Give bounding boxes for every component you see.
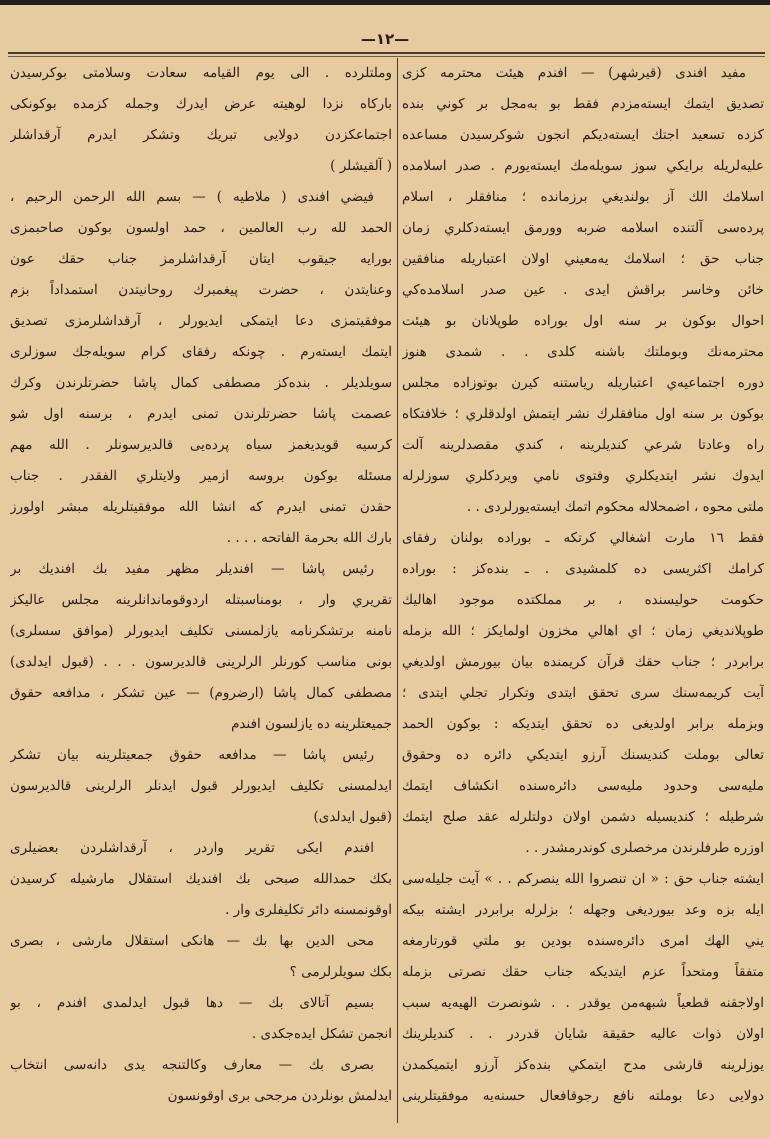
text-line: شرطيله ؛ كنديسيله دشمن اولان دولتلرله عقد صلح ايتمك — [402, 809, 764, 825]
text-line: بكك حمدالله صبحى بك افنديك استقلال مارشيله كرسيدن — [10, 871, 392, 887]
text-line: خائن وخاسر براقش ايدى . عين صدر اسلامده‌كي — [402, 282, 764, 298]
text-line: تصديق ايتمك ايسته‌مزدم فقط بو به‌مجل بر كوني بنده‌ — [402, 96, 764, 112]
header-rule — [8, 52, 765, 54]
text-line: افندم ايكى تقرير واردر ، آرقداشلردن بعضيلرى — [10, 840, 374, 856]
text-line: بارك الله بحرمة الفاتحه . . . . — [226, 530, 392, 546]
text-line: كرامك اكثريسى ده كلمشيدى . ـ بنده‌كز : بوراده — [402, 561, 764, 577]
text-line: اوقونمسنه دائر تكليفلرى وار . — [225, 902, 392, 918]
text-line: جناب حق ؛ اسلامك يه‌معيني اولان اعتباريله منافقين — [402, 251, 764, 267]
text-line: محى الدين بها بك — هانكى استقلال مارشى ، بصرى — [10, 933, 374, 949]
text-line: وبزمله برابر اولديغى ده تحقق ايتديكه : بوكون الحمد — [402, 716, 764, 732]
text-line: دوره اجتماعيه‌ي اعتباريله رياستنه كيرن بوتوزاده مجلس — [402, 375, 764, 391]
text-line: يني الهك امرى دائره‌سنده بودين بو ملتي قورتارمغه — [402, 933, 764, 949]
text-line: موفقيتمزى دعا ايتمكى ايديورلر ، آرقداشلرمزى تصديق — [10, 313, 392, 329]
text-line: ( آلقيشلر ) — [330, 158, 392, 174]
text-line: ملتى محوه ، اضمحلاله محكوم اتمك ايسته‌يورلردى . . — [466, 499, 764, 515]
text-line: اولاجقنه قطعياً شبهه‌من يوقدر . . شونصرت الهيه‌يه سبب — [402, 995, 764, 1011]
column-divider — [397, 58, 398, 1123]
text-line: مصطفى كمال پاشا (ارضروم) — عين تشكر ، مدافعه حقوق — [10, 685, 392, 701]
text-line: يوزلرينه قارشى مدح ايتمكي بنده‌كز آرزو ايتميكمدن — [402, 1057, 764, 1073]
text-line: مفيد افندى (قيرشهر) — افندم هيئت محترمه كزى — [402, 65, 746, 81]
text-line: راه وعادتا شرعي كنديلرينه ، كندي مقصدلرينه آلت — [402, 437, 764, 453]
text-line: كزده تسعيد اجتك ايسته‌ديكم انجون شوكرسيدن مساعده‌ — [402, 127, 764, 143]
top-border — [0, 0, 770, 5]
page-number: —١٢— — [360, 30, 410, 48]
text-line: دولايى دعا بوملته نافع رجوقافعال حسنه‌يه موفقيتلرينى — [402, 1088, 764, 1104]
text-line: باركاه نزدا لوهيته عرض ايدرك وجمله كزمده بوكونكى — [10, 96, 392, 112]
text-line: بسيم آتالاى بك — دها قبول ايدلمدى افندم ، بو — [10, 995, 374, 1011]
left-column — [10, 58, 392, 1112]
text-line: رئيس پاشا — مدافعه حقوق جمعيتلرينه بيان تشكر — [10, 747, 374, 763]
text-line: ايشته جناب حق : « ان تنصروا الله ينصركم . . » آيت جليله‌سى — [402, 871, 764, 887]
text-line: كرسيه قويديغمز سياه پرده‌يى قالديرسونلر . الله مهم — [10, 437, 392, 453]
text-line: متفقاً ومتحداً عزم ايتديكه جناب حقك نصرتى بزمله — [402, 964, 764, 980]
text-line: ايدلمش بونلردن مرجحى برى اوقونسون — [167, 1088, 392, 1104]
text-line: ايله بزه وعد بيورديغى وجهله ؛ بزلرله برابردر ايشته بيكه — [402, 902, 764, 918]
text-line: حقدن تمنى ايدرم كه انشا الله موفقيتلريله مبشر اولورز — [10, 499, 392, 515]
text-line: بصرى بك — معارف وكالتنجه يدى دانه‌سى انتخاب — [10, 1057, 374, 1073]
text-line: آيت كريمه‌سنك سرى تحقق ايتدى وتكرار تجلي ايتدى ؛ — [402, 685, 764, 701]
text-line: بكك سويلرلرمى ؟ — [289, 964, 392, 980]
text-line: اولان ذوات عاليه حقيقة شايان قدردر . . كنديلرينك — [402, 1026, 764, 1042]
text-line: پرده‌سى آلتنده اسلامه ضربه وورمق ايسته‌دكلري زمان — [402, 220, 764, 236]
text-line: اسلامك الك آز بولنديغي برزمانده ؛ منافقلر ، اسلام — [402, 189, 764, 205]
text-line: بورايه جيقوب ايتان آرقداشلرمز جناب حقك عون — [10, 251, 392, 267]
text-line: اوزره طرفلرندن مرخصلرى كوندرمشدر . . — [525, 840, 764, 856]
text-line: سويلديلر . بنده‌كز مصطفى كمال پاشا حضرتلرندن وكرك — [10, 375, 392, 391]
text-line: طوپلانديغي زمان ؛ اي اهالي مخزون اولمايكز ؛ الله بزمله — [402, 623, 764, 639]
text-line: رئيس پاشا — افنديلر مظهر مفيد بك افنديك بر — [10, 561, 374, 577]
text-line: اجتماعكزدن دولايى تبريك وتشكر ايدرم آرقداشلر — [10, 127, 392, 143]
text-line: احوال بوكون بر سنه اول بوراده طوپلانان بو هيئت — [402, 313, 764, 329]
text-line: انجمن تشكل ايده‌جكدى . — [251, 1026, 392, 1042]
text-line: بونى مناسب كورنلر الرلرينى قالديرسون . . . (قبول ايدلدى) — [10, 654, 392, 670]
text-line: محترمه‌نك وبوملتك باشنه كلدى . . شمدى هنوز — [402, 344, 764, 360]
right-column — [402, 58, 764, 1112]
header-rule-thin — [8, 56, 765, 57]
text-line: تعالى بوملت كنديسنك آرزو ايتديكي دائره ده وحقوق — [402, 747, 764, 763]
text-line: نامنه برتشكرنامه يازلمسنى تكليف ايديورلر (موافق سسلرى) — [10, 623, 392, 639]
text-line: جميعتلرينه ده يازلسون افندم — [231, 716, 392, 732]
text-line: تقريري وار ، بومناسبتله اردوقوماندانلرينه مجلس عاليكز — [10, 592, 392, 608]
text-line: مسئله بوكون بروسه ازمير ولايتلري الفقدر . جناب — [10, 468, 392, 484]
text-line: فقط ١٦ مارت اشغالي كرتكه ـ بوراده بولنان رفقاى — [402, 530, 764, 546]
text-line: حكومت حوليسنده ، بر مملكتده موجود اهاليك — [402, 592, 764, 608]
text-line: فيضي افندى ( ملاطيه ) — بسم الله الرحمن الرحيم ، — [10, 189, 374, 205]
text-line: عصمت پاشا حضرتلرندن تمنى ايدرم ، برسنه اول شو — [10, 406, 392, 422]
text-line: عليه‌لريله برايكي سوز سويله‌مك ايسته‌يورم . صدر اسلامده — [402, 158, 764, 174]
text-line: ايدلمسنى تكليف ايديورلر قبول ايدنلر الرلرينى قالديرسون — [10, 778, 392, 794]
text-line: مليه‌سى وحدود مليه‌سى دائره‌سنده انكشاف ايتمك — [402, 778, 764, 794]
text-line: ايتمك ايسته‌رم . چونكه رفقاى كرام سويله‌جك سوزلرى — [10, 344, 392, 360]
text-line: ايدوك نشر ايتديكلري وفتوى نامي ويردكلري سوزلرله — [402, 468, 764, 484]
text-line: بوكون بر سنه اول منافقلرك نشر ايتمش اولدقلري ؛ خلافتكاه — [402, 406, 764, 422]
text-line: (قبول ايدلدى) — [313, 809, 392, 825]
text-line: وملتلرده . الى يوم القيامه سعادت وسلامتى بوكرسيدن — [10, 65, 392, 81]
text-line: الحمد لله رب العالمين ، حمد اولسون بوكون صاحبمزى — [10, 220, 392, 236]
text-line: وعنايتدن ، حضرت پيغمبرك روحانيتدن استمداداً بزم — [10, 282, 392, 298]
text-line: برابردر ؛ جناب حقك قرآن كريمنده بيان بيورمش اولديغي — [402, 654, 764, 670]
